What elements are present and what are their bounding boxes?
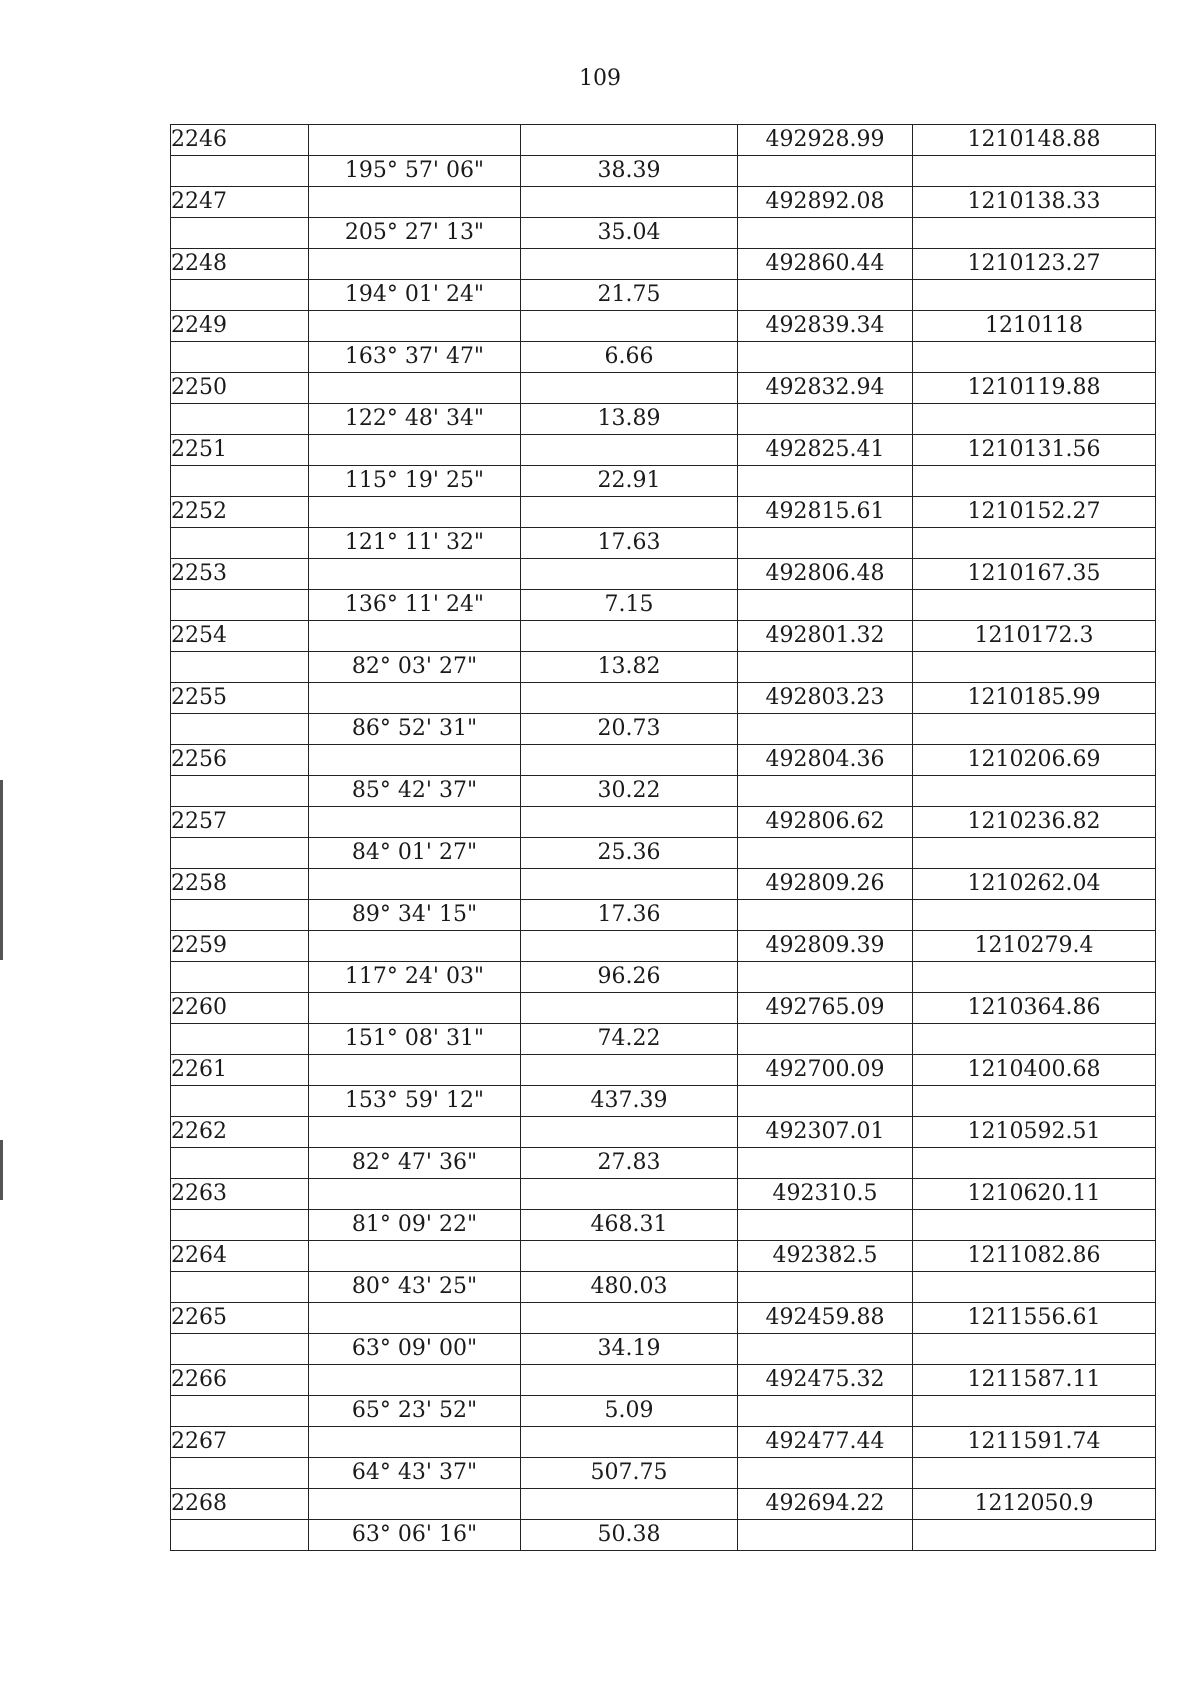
bearing-cell: 205° 27' 13" (309, 218, 521, 249)
empty-cell (171, 1520, 309, 1551)
empty-cell (171, 1396, 309, 1427)
table-row-leg (171, 1396, 1156, 1427)
x-coordinate-cell: 492860.44 (738, 249, 913, 280)
point-id-cell: 2248 (171, 249, 309, 280)
empty-cell (309, 559, 521, 590)
x-coordinate-cell: 492892.08 (738, 187, 913, 218)
empty-cell (171, 280, 309, 311)
point-id-cell: 2253 (171, 559, 309, 590)
distance-cell: 13.82 (521, 652, 738, 683)
empty-cell (913, 1024, 1156, 1055)
y-coordinate-cell: 1210206.69 (913, 745, 1156, 776)
table-row-leg (171, 1210, 1156, 1241)
point-id-cell: 2250 (171, 373, 309, 404)
distance-cell: 35.04 (521, 218, 738, 249)
empty-cell (309, 1365, 521, 1396)
table-row-leg (171, 156, 1156, 187)
x-coordinate-cell: 492806.48 (738, 559, 913, 590)
empty-cell (913, 1148, 1156, 1179)
empty-cell (521, 249, 738, 280)
table-row-leg (171, 1520, 1156, 1551)
empty-cell (738, 528, 913, 559)
bearing-cell: 195° 57' 06" (309, 156, 521, 187)
point-id-cell: 2268 (171, 1489, 309, 1520)
table-row-point (171, 1365, 1156, 1396)
y-coordinate-cell: 1210400.68 (913, 1055, 1156, 1086)
empty-cell (309, 1117, 521, 1148)
point-id-cell: 2264 (171, 1241, 309, 1272)
empty-cell (738, 1334, 913, 1365)
y-coordinate-cell: 1210123.27 (913, 249, 1156, 280)
empty-cell (309, 373, 521, 404)
empty-cell (171, 1334, 309, 1365)
empty-cell (309, 187, 521, 218)
empty-cell (171, 900, 309, 931)
point-id-cell: 2247 (171, 187, 309, 218)
table-row-leg (171, 1024, 1156, 1055)
table-row-leg (171, 962, 1156, 993)
y-coordinate-cell: 1212050.9 (913, 1489, 1156, 1520)
distance-cell: 96.26 (521, 962, 738, 993)
table-row-point (171, 1427, 1156, 1458)
scan-edge-mark (0, 780, 3, 960)
empty-cell (913, 714, 1156, 745)
x-coordinate-cell: 492804.36 (738, 745, 913, 776)
x-coordinate-cell: 492832.94 (738, 373, 913, 404)
empty-cell (171, 1272, 309, 1303)
x-coordinate-cell: 492839.34 (738, 311, 913, 342)
x-coordinate-cell: 492928.99 (738, 125, 913, 156)
empty-cell (171, 156, 309, 187)
empty-cell (171, 528, 309, 559)
empty-cell (309, 1055, 521, 1086)
empty-cell (521, 373, 738, 404)
bearing-cell: 80° 43' 25" (309, 1272, 521, 1303)
distance-cell: 480.03 (521, 1272, 738, 1303)
point-id-cell: 2265 (171, 1303, 309, 1334)
bearing-cell: 84° 01' 27" (309, 838, 521, 869)
distance-cell: 27.83 (521, 1148, 738, 1179)
x-coordinate-cell: 492307.01 (738, 1117, 913, 1148)
x-coordinate-cell: 492700.09 (738, 1055, 913, 1086)
y-coordinate-cell: 1211082.86 (913, 1241, 1156, 1272)
x-coordinate-cell: 492475.32 (738, 1365, 913, 1396)
point-id-cell: 2257 (171, 807, 309, 838)
empty-cell (171, 962, 309, 993)
point-id-cell: 2258 (171, 869, 309, 900)
empty-cell (521, 683, 738, 714)
empty-cell (521, 435, 738, 466)
table-row-point (171, 621, 1156, 652)
empty-cell (738, 1148, 913, 1179)
distance-cell: 507.75 (521, 1458, 738, 1489)
bearing-cell: 65° 23' 52" (309, 1396, 521, 1427)
empty-cell (521, 1179, 738, 1210)
empty-cell (521, 311, 738, 342)
x-coordinate-cell: 492809.39 (738, 931, 913, 962)
table-row-leg (171, 590, 1156, 621)
y-coordinate-cell: 1210118 (913, 311, 1156, 342)
y-coordinate-cell: 1210152.27 (913, 497, 1156, 528)
empty-cell (309, 497, 521, 528)
empty-cell (171, 466, 309, 497)
y-coordinate-cell: 1210119.88 (913, 373, 1156, 404)
x-coordinate-cell: 492765.09 (738, 993, 913, 1024)
empty-cell (521, 559, 738, 590)
empty-cell (171, 218, 309, 249)
x-coordinate-cell: 492310.5 (738, 1179, 913, 1210)
table-row-point (171, 745, 1156, 776)
empty-cell (738, 590, 913, 621)
table-row-point (171, 1179, 1156, 1210)
distance-cell: 13.89 (521, 404, 738, 435)
empty-cell (738, 900, 913, 931)
empty-cell (913, 218, 1156, 249)
empty-cell (521, 869, 738, 900)
empty-cell (738, 342, 913, 373)
page-number: 109 (579, 66, 621, 91)
y-coordinate-cell: 1210236.82 (913, 807, 1156, 838)
bearing-cell: 117° 24' 03" (309, 962, 521, 993)
table-row-leg (171, 1458, 1156, 1489)
table-row-point (171, 497, 1156, 528)
table-row-leg (171, 838, 1156, 869)
distance-cell: 50.38 (521, 1520, 738, 1551)
empty-cell (521, 1427, 738, 1458)
point-id-cell: 2246 (171, 125, 309, 156)
y-coordinate-cell: 1210592.51 (913, 1117, 1156, 1148)
y-coordinate-cell: 1210262.04 (913, 869, 1156, 900)
table-row-point (171, 125, 1156, 156)
table-row-point (171, 187, 1156, 218)
table-row-point (171, 311, 1156, 342)
empty-cell (171, 1086, 309, 1117)
bearing-cell: 82° 03' 27" (309, 652, 521, 683)
y-coordinate-cell: 1211556.61 (913, 1303, 1156, 1334)
table-row-point (171, 1055, 1156, 1086)
distance-cell: 17.63 (521, 528, 738, 559)
table-row-leg (171, 714, 1156, 745)
empty-cell (171, 1024, 309, 1055)
x-coordinate-cell: 492801.32 (738, 621, 913, 652)
empty-cell (521, 621, 738, 652)
point-id-cell: 2267 (171, 1427, 309, 1458)
y-coordinate-cell: 1211587.11 (913, 1365, 1156, 1396)
empty-cell (913, 838, 1156, 869)
bearing-cell: 136° 11' 24" (309, 590, 521, 621)
distance-cell: 6.66 (521, 342, 738, 373)
point-id-cell: 2256 (171, 745, 309, 776)
y-coordinate-cell: 1210138.33 (913, 187, 1156, 218)
empty-cell (738, 1210, 913, 1241)
bearing-cell: 89° 34' 15" (309, 900, 521, 931)
table-row-leg (171, 1272, 1156, 1303)
bearing-cell: 121° 11' 32" (309, 528, 521, 559)
empty-cell (171, 652, 309, 683)
empty-cell (738, 404, 913, 435)
empty-cell (309, 931, 521, 962)
table-row-leg (171, 404, 1156, 435)
table-row-leg (171, 466, 1156, 497)
distance-cell: 74.22 (521, 1024, 738, 1055)
empty-cell (309, 1489, 521, 1520)
empty-cell (913, 776, 1156, 807)
empty-cell (738, 280, 913, 311)
empty-cell (309, 1241, 521, 1272)
table-row-point (171, 683, 1156, 714)
distance-cell: 468.31 (521, 1210, 738, 1241)
empty-cell (309, 1427, 521, 1458)
empty-cell (309, 249, 521, 280)
empty-cell (171, 1210, 309, 1241)
empty-cell (309, 807, 521, 838)
empty-cell (913, 590, 1156, 621)
distance-cell: 17.36 (521, 900, 738, 931)
empty-cell (913, 342, 1156, 373)
table-row-leg (171, 1148, 1156, 1179)
empty-cell (521, 1241, 738, 1272)
empty-cell (309, 1303, 521, 1334)
empty-cell (738, 1086, 913, 1117)
empty-cell (521, 497, 738, 528)
table-row-leg (171, 218, 1156, 249)
table-row-leg (171, 528, 1156, 559)
empty-cell (171, 714, 309, 745)
distance-cell: 5.09 (521, 1396, 738, 1427)
x-coordinate-cell: 492459.88 (738, 1303, 913, 1334)
empty-cell (913, 156, 1156, 187)
empty-cell (738, 466, 913, 497)
empty-cell (738, 1520, 913, 1551)
table-row-leg (171, 652, 1156, 683)
bearing-cell: 82° 47' 36" (309, 1148, 521, 1179)
distance-cell: 38.39 (521, 156, 738, 187)
empty-cell (171, 1148, 309, 1179)
x-coordinate-cell: 492809.26 (738, 869, 913, 900)
empty-cell (913, 466, 1156, 497)
x-coordinate-cell: 492806.62 (738, 807, 913, 838)
distance-cell: 437.39 (521, 1086, 738, 1117)
y-coordinate-cell: 1210148.88 (913, 125, 1156, 156)
empty-cell (738, 776, 913, 807)
empty-cell (309, 621, 521, 652)
empty-cell (309, 993, 521, 1024)
table-row-leg (171, 1334, 1156, 1365)
x-coordinate-cell: 492382.5 (738, 1241, 913, 1272)
bearing-cell: 163° 37' 47" (309, 342, 521, 373)
table-row-point (171, 1489, 1156, 1520)
y-coordinate-cell: 1210131.56 (913, 435, 1156, 466)
empty-cell (171, 1458, 309, 1489)
empty-cell (521, 807, 738, 838)
table-row-point (171, 249, 1156, 280)
empty-cell (521, 1055, 738, 1086)
empty-cell (913, 528, 1156, 559)
empty-cell (309, 311, 521, 342)
point-id-cell: 2249 (171, 311, 309, 342)
point-id-cell: 2262 (171, 1117, 309, 1148)
empty-cell (521, 1489, 738, 1520)
empty-cell (521, 745, 738, 776)
empty-cell (738, 1396, 913, 1427)
empty-cell (913, 900, 1156, 931)
empty-cell (738, 1272, 913, 1303)
y-coordinate-cell: 1210620.11 (913, 1179, 1156, 1210)
empty-cell (913, 1458, 1156, 1489)
y-coordinate-cell: 1211591.74 (913, 1427, 1156, 1458)
empty-cell (171, 590, 309, 621)
table-row-point (171, 807, 1156, 838)
bearing-cell: 115° 19' 25" (309, 466, 521, 497)
table-row-leg (171, 1086, 1156, 1117)
bearing-cell: 122° 48' 34" (309, 404, 521, 435)
empty-cell (913, 1396, 1156, 1427)
empty-cell (913, 404, 1156, 435)
bearing-cell: 63° 06' 16" (309, 1520, 521, 1551)
table-row-point (171, 869, 1156, 900)
bearing-cell: 85° 42' 37" (309, 776, 521, 807)
distance-cell: 34.19 (521, 1334, 738, 1365)
table-row-point (171, 1117, 1156, 1148)
bearing-cell: 194° 01' 24" (309, 280, 521, 311)
x-coordinate-cell: 492694.22 (738, 1489, 913, 1520)
empty-cell (309, 435, 521, 466)
table-row-leg (171, 776, 1156, 807)
empty-cell (521, 1365, 738, 1396)
x-coordinate-cell: 492803.23 (738, 683, 913, 714)
empty-cell (913, 1210, 1156, 1241)
empty-cell (521, 187, 738, 218)
table-row-point (171, 559, 1156, 590)
distance-cell: 30.22 (521, 776, 738, 807)
empty-cell (913, 962, 1156, 993)
x-coordinate-cell: 492815.61 (738, 497, 913, 528)
survey-table-body (171, 125, 1156, 1551)
empty-cell (521, 1117, 738, 1148)
table-row-point (171, 435, 1156, 466)
bearing-cell: 86° 52' 31" (309, 714, 521, 745)
empty-cell (738, 962, 913, 993)
empty-cell (738, 156, 913, 187)
empty-cell (738, 838, 913, 869)
scan-edge-mark (0, 1140, 3, 1200)
table-row-leg (171, 280, 1156, 311)
point-id-cell: 2259 (171, 931, 309, 962)
distance-cell: 25.36 (521, 838, 738, 869)
point-id-cell: 2266 (171, 1365, 309, 1396)
distance-cell: 7.15 (521, 590, 738, 621)
empty-cell (913, 1272, 1156, 1303)
bearing-cell: 151° 08' 31" (309, 1024, 521, 1055)
point-id-cell: 2254 (171, 621, 309, 652)
table-row-point (171, 1303, 1156, 1334)
bearing-cell: 64° 43' 37" (309, 1458, 521, 1489)
y-coordinate-cell: 1210185.99 (913, 683, 1156, 714)
table-row-point (171, 931, 1156, 962)
empty-cell (738, 714, 913, 745)
empty-cell (738, 652, 913, 683)
table-row-leg (171, 342, 1156, 373)
table-row-point (171, 993, 1156, 1024)
point-id-cell: 2251 (171, 435, 309, 466)
empty-cell (521, 125, 738, 156)
bearing-cell: 81° 09' 22" (309, 1210, 521, 1241)
empty-cell (913, 1520, 1156, 1551)
distance-cell: 20.73 (521, 714, 738, 745)
empty-cell (171, 838, 309, 869)
survey-coordinates-table (170, 124, 1156, 1551)
empty-cell (309, 1179, 521, 1210)
x-coordinate-cell: 492825.41 (738, 435, 913, 466)
y-coordinate-cell: 1210172.3 (913, 621, 1156, 652)
point-id-cell: 2260 (171, 993, 309, 1024)
empty-cell (738, 1024, 913, 1055)
distance-cell: 22.91 (521, 466, 738, 497)
empty-cell (309, 869, 521, 900)
y-coordinate-cell: 1210167.35 (913, 559, 1156, 590)
point-id-cell: 2255 (171, 683, 309, 714)
bearing-cell: 153° 59' 12" (309, 1086, 521, 1117)
y-coordinate-cell: 1210364.86 (913, 993, 1156, 1024)
empty-cell (521, 993, 738, 1024)
distance-cell: 21.75 (521, 280, 738, 311)
empty-cell (309, 683, 521, 714)
y-coordinate-cell: 1210279.4 (913, 931, 1156, 962)
empty-cell (913, 1334, 1156, 1365)
bearing-cell: 63° 09' 00" (309, 1334, 521, 1365)
empty-cell (171, 776, 309, 807)
empty-cell (738, 1458, 913, 1489)
empty-cell (171, 404, 309, 435)
empty-cell (521, 931, 738, 962)
empty-cell (171, 342, 309, 373)
empty-cell (309, 125, 521, 156)
table-row-point (171, 1241, 1156, 1272)
empty-cell (309, 745, 521, 776)
table-row-point (171, 373, 1156, 404)
x-coordinate-cell: 492477.44 (738, 1427, 913, 1458)
point-id-cell: 2252 (171, 497, 309, 528)
empty-cell (913, 1086, 1156, 1117)
empty-cell (521, 1303, 738, 1334)
empty-cell (913, 280, 1156, 311)
empty-cell (738, 218, 913, 249)
table-row-leg (171, 900, 1156, 931)
empty-cell (913, 652, 1156, 683)
point-id-cell: 2261 (171, 1055, 309, 1086)
point-id-cell: 2263 (171, 1179, 309, 1210)
